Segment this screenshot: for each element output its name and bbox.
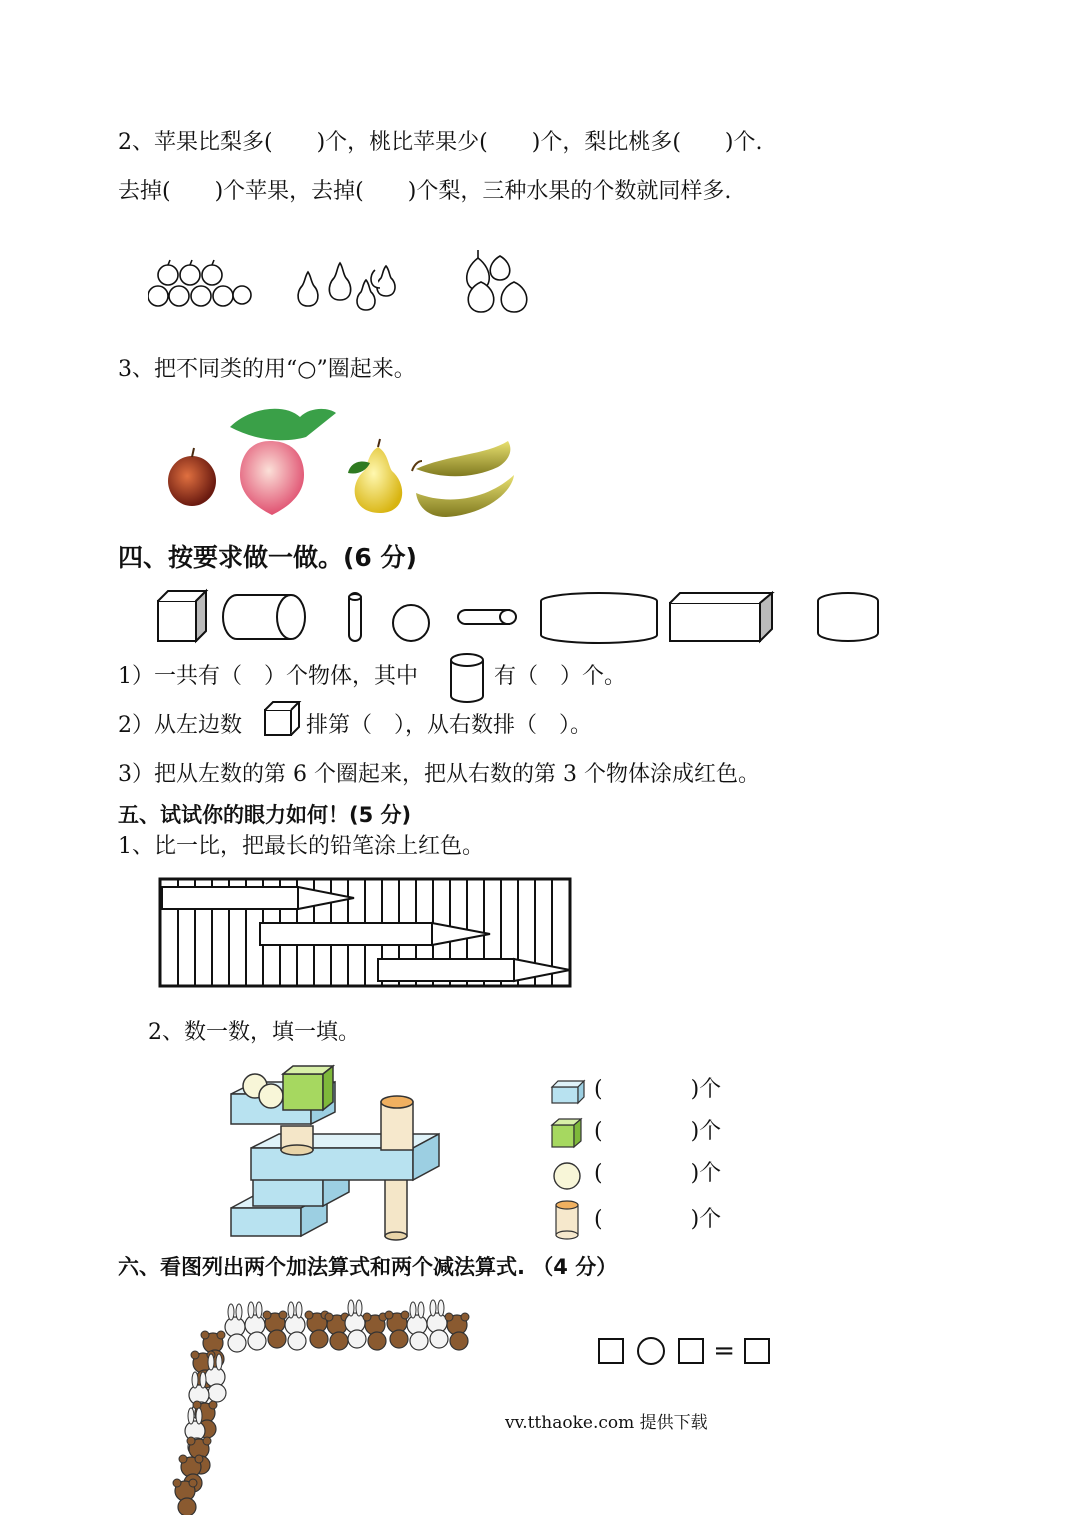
short-cylinder-icon xyxy=(818,593,878,641)
cube-icon xyxy=(550,1117,586,1151)
pear-group xyxy=(298,263,395,310)
answer-box[interactable] xyxy=(744,1338,770,1364)
pencil-2 xyxy=(260,923,432,945)
answer-box[interactable] xyxy=(678,1338,704,1364)
apple-group xyxy=(148,260,251,306)
rabbit-icon xyxy=(407,1302,428,1350)
count-row-text: ( )个 xyxy=(594,1161,722,1186)
s4-q1 xyxy=(118,662,418,692)
cylinder-icon xyxy=(448,652,488,704)
fruit-groups-figure xyxy=(148,240,548,315)
s4-q1-part-b: 有（ ）个。 xyxy=(494,664,627,689)
count-row-text: ( )个 xyxy=(594,1077,722,1102)
s4-q3: 3）把从左数的第 6 个圈起来，把从右数的第 3 个物体涂成红色。 xyxy=(118,762,760,787)
bear-icon xyxy=(445,1313,469,1350)
bear-icon xyxy=(385,1311,409,1348)
pear-icon xyxy=(348,439,402,513)
rabbit-icon xyxy=(427,1300,448,1348)
banana-icon xyxy=(412,441,514,517)
horizontal-cylinder-icon xyxy=(223,595,305,639)
rabbit-icon xyxy=(345,1300,366,1348)
q3-text: 3、把不同类的用“○”圈起来。 xyxy=(118,357,416,382)
section4-title: 四、按要求做一做。(6 分) xyxy=(118,543,417,572)
thin-cylinder-icon xyxy=(349,593,361,641)
odd-one-out-figure xyxy=(160,405,530,520)
bear-icon xyxy=(363,1313,387,1350)
footer-source: vv.tthaoke.com 提供下载 xyxy=(505,1413,708,1433)
s5-q2: 2、数一数，填一填。 xyxy=(148,1020,360,1045)
rabbit-icon xyxy=(225,1304,246,1352)
small-horizontal-cylinder-icon xyxy=(458,610,516,624)
peach-group xyxy=(467,250,527,312)
q2-line2: 去掉( )个苹果，去掉( )个梨，三种水果的个数就同样多. xyxy=(118,179,732,204)
equals-sign: = xyxy=(713,1336,736,1366)
bear-icon xyxy=(263,1311,287,1348)
cube-icon xyxy=(158,591,206,641)
s4-q2-part-b: 排第（ ），从右数排（ ）。 xyxy=(306,713,593,738)
count-row-text: ( )个 xyxy=(594,1119,722,1144)
pencil-compare-figure xyxy=(158,877,574,989)
sphere-icon xyxy=(393,605,429,641)
solids-row-figure xyxy=(150,585,890,650)
answer-box[interactable] xyxy=(598,1338,624,1364)
count-row xyxy=(550,1115,750,1151)
section5-title: 五、试试你的眼力如何！(5 分) xyxy=(118,803,412,827)
rabbit-icon xyxy=(245,1302,266,1350)
count-row xyxy=(550,1199,750,1243)
s4-q1-part-a: 1）一共有（ ）个物体，其中 xyxy=(118,664,418,689)
sphere-icon xyxy=(550,1159,586,1193)
count-row-text: ( )个 xyxy=(594,1207,722,1232)
pencil-1 xyxy=(162,887,298,909)
q2-line1: 2、苹果比梨多( )个，桃比苹果少( )个，梨比桃多( )个. xyxy=(118,130,763,155)
block-stack-figure xyxy=(225,1060,445,1245)
equation-template xyxy=(598,1336,770,1366)
rabbit-icon xyxy=(285,1302,306,1350)
radish-icon xyxy=(230,409,336,515)
bears-rabbits-figure xyxy=(155,1295,485,1515)
animal-line xyxy=(173,1300,469,1515)
s4-q2 xyxy=(118,711,242,741)
cuboid-icon xyxy=(670,593,772,641)
pencil-3 xyxy=(378,959,514,981)
operator-circle[interactable] xyxy=(637,1337,665,1365)
count-row xyxy=(550,1073,750,1109)
cube-icon xyxy=(262,700,302,738)
section6-title: 六、看图列出两个加法算式和两个减法算式. （4 分） xyxy=(118,1255,618,1279)
cuboid-icon xyxy=(550,1077,586,1107)
count-row xyxy=(550,1157,750,1193)
s5-q1: 1、比一比，把最长的铅笔涂上红色。 xyxy=(118,834,484,859)
s4-q2-part-a: 2）从左边数 xyxy=(118,713,242,738)
apple-icon xyxy=(168,448,216,506)
flat-cylinder-icon xyxy=(541,593,657,643)
cylinder-icon xyxy=(550,1199,586,1241)
bear-icon xyxy=(173,1479,197,1515)
